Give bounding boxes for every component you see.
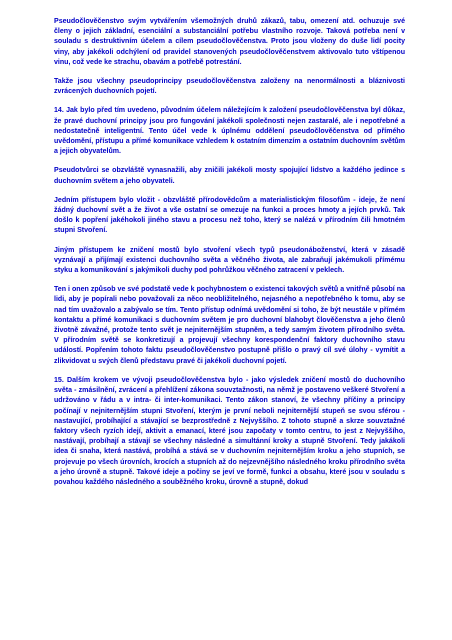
paragraph: Jedním přístupem bylo vložit - obzvláště přírodovědcům a materialistickým filosofům - ideje, že není žádný duchovní svět a že život a vše ostatní se omezuje na funkci a proces hmoty a jejích prvků. Tak došlo k popření jakéhokoli jiného stavu a procesu než toho, který se nalézá v přírodním čili hmotném stupni Stvoření. bbox=[54, 196, 405, 235]
paragraph: 15. Dalším krokem ve vývoji pseudočlověčenstva bylo - jako výsledek zničení mostů do duchovního světa - zmásilnění, zvrácení a přehlížení zákona souvztažnosti, na němž je postaveno veškeré Stvoření a udržováno v řádu a v intra- či inter-komunikaci. Tento zákon stanoví, že všechny příčiny a principy počínají v nejniternějším stupni Stvoření, kterým je první neboli nejniternější stupeň se svou sférou - nastavující, probíhající a stávající se bezprostředně z Nejvyššího. Z tohoto stupně a skrze souvztažné faktory všech ryzích idejí, aktivit a emanací, které jsou započaty v tomto centru, to jest z Nejvyššího, nastávají, probíhají a stávají se všechny následné a simultánní kroky a stupně Stvoření. Tedy jakákoli idea či snaha, která nastává, probíhá a stává se v duchovním nejniternějším kroku a jeho stupních, se projevuje po všech úrovních, krocích a stupních až do nejzevnějšího následného kroku přírodního světa a jeho úrovně a stupně. Takové ideje a počiny se jeví ve formě, funkci a obsahu, které jsou v souladu s povahou každého následného a souběžného kroku, úrovně a stupně, dokud bbox=[54, 376, 405, 486]
paragraph: Pseudočlověčenstvo svým vytvářením všemožných druhů zákazů, tabu, omezení atd. ochuzuje své členy o jejich základní, esenciální a substanciální potřebu vlastního rozvoje. Taková potřeba není v souladu s destruktivním účelem a cílem pseudočlověčenstva. Proto jsou vloženy do duše lidí pocity viny, aby jakékoli odchýlení od pravidel stanovených pseudočlověčenstvem aktivovalo tuto vštípenou vinu, což vede ke strachu, obavám a potřebě potrestání. bbox=[54, 18, 405, 66]
paragraph: Pseudotvůrci se obzvláště vynasnažili, aby zničili jakékoli mosty spojující lidstvo a každého jedince s duchovním světem a jeho obyvateli. bbox=[54, 167, 405, 185]
paragraph: 14. Jak bylo před tím uvedeno, původním účelem náležejícím k založení pseudočlověčenstva byl důkaz, že pravé duchovní principy jsou pro fungování jakékoli společnosti nejen zastaralé, ale i nepotřebné a nedostatečně inteligentní. Tento účel vede k úplnému oddělení pseudočlověčenstva od přímého uvědomění, přístupu a přímé komunikace vzhledem k ostatním dimenzím a ostatním duchovním světům a jejich obyvatelům. bbox=[54, 107, 405, 156]
paragraph: Takže jsou všechny pseudoprincipy pseudočlověčenstva založeny na nenormálnosti a bláznivosti zvrácených duchovních pojetí. bbox=[54, 78, 405, 96]
paragraph: Jiným přístupem ke zničení mostů bylo stvoření všech typů pseudonáboženství, která v zásadě vyznávají a přijímají existenci duchovního světa a věčného života, ale zabraňují jakémukoli přímému styku a komunikování s jakýmikoli duchy pod pohrůžkou věčného zatracení v peklech. bbox=[54, 246, 405, 275]
paragraph: Ten i onen způsob ve své podstatě vede k pochybnostem o existenci takových světů a vnitřně působí na lidi, aby je popírali nebo považovali za něco neobližitelného, nejasného a nepotřebného k tomu, aby se nad tím uvažovalo a zabývalo se tím. Tento přístup odnímá uvědomění si toho, že být neustále v přímém kontaktu a přímé komunikaci s duchovním světem je pro duchovní blahobyt člověčenstva a jeho členů životně závažné, protože tento svět je nejniternějším stupněm, a tedy samým životem přírodního světa. V přírodním světě se konkretizují a projevují všechny korespondenční faktory duchovního stavu událostí. Popřením tohoto faktu pseudočlověčenstvo postupně přišlo o pravý cíl své úlohy - vymítit a zlikvidovat u svých členů představu pravé či jakékoli duchovní pojetí. bbox=[54, 286, 405, 365]
